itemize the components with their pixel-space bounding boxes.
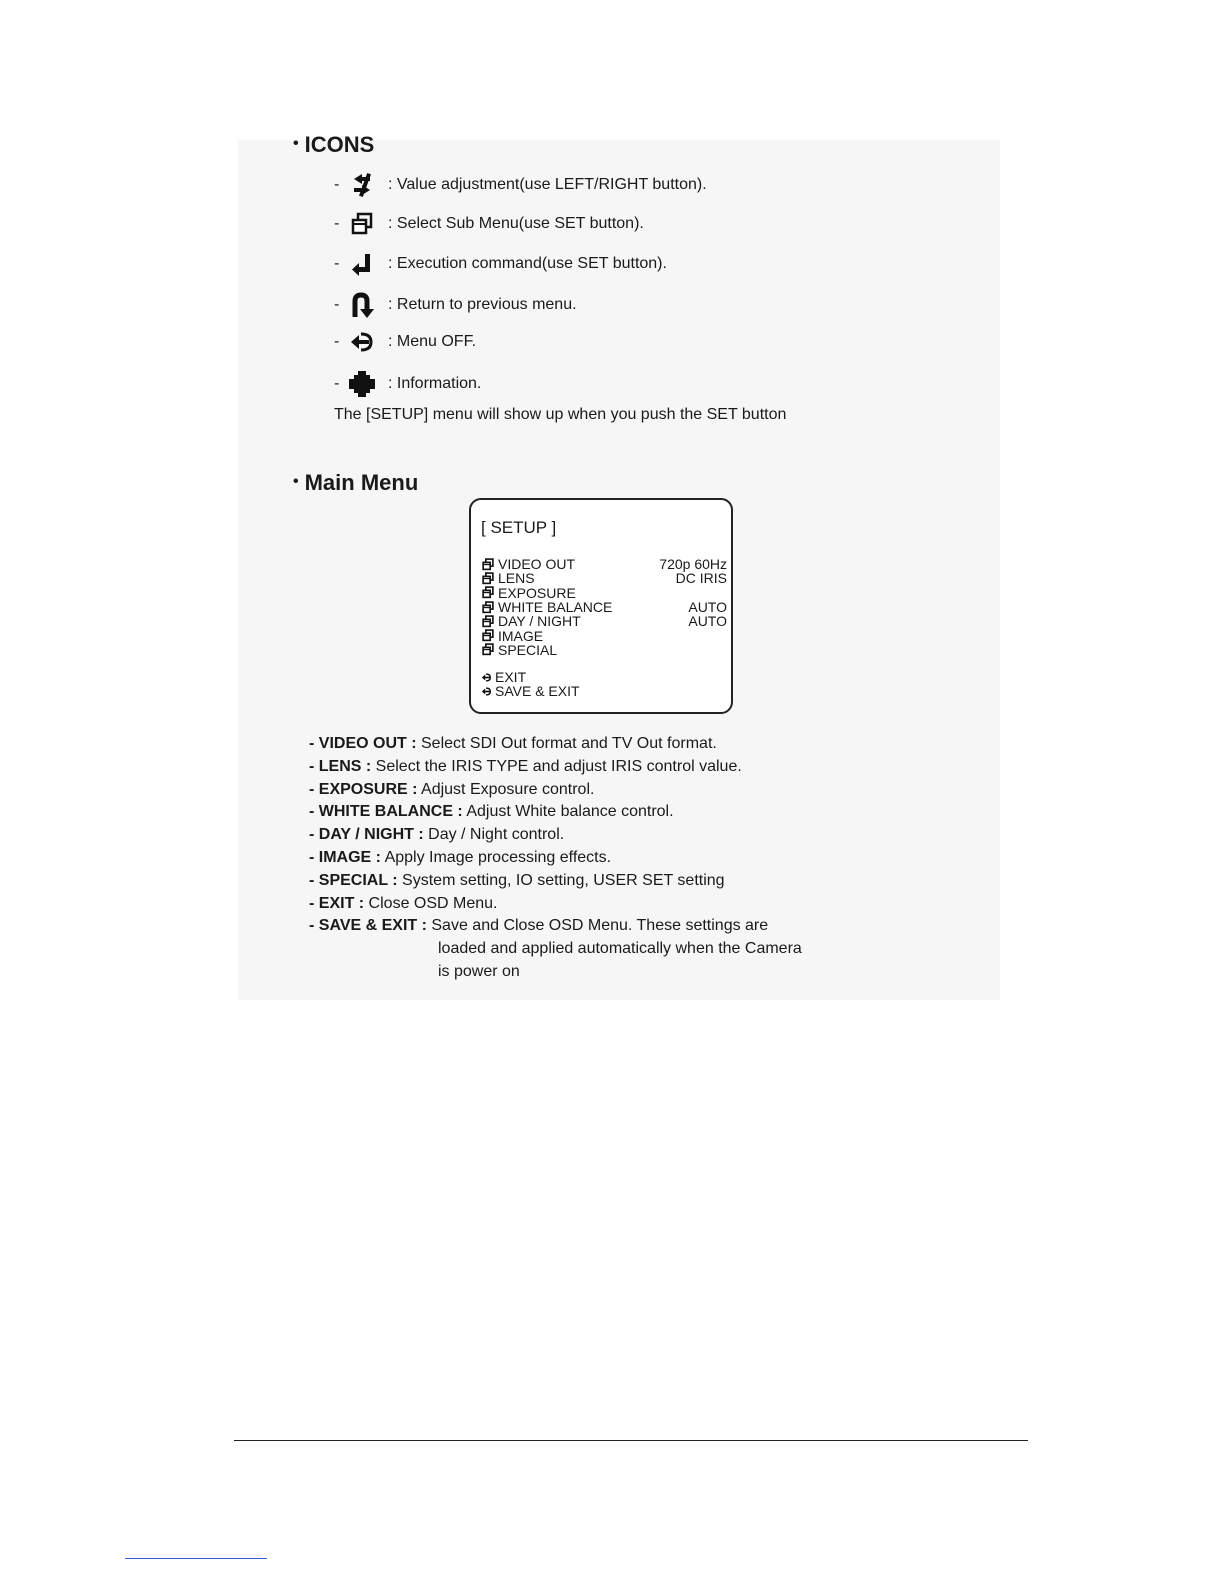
osd-item-exit	[481, 670, 727, 684]
description-term: - DAY / NIGHT :	[309, 826, 424, 844]
icon-legend-return	[334, 290, 577, 320]
osd-item-video-out	[481, 557, 727, 571]
osd-item-label: DAY / NIGHT	[498, 613, 581, 630]
description-special	[309, 870, 802, 893]
description-image	[309, 847, 802, 870]
menu-off-icon	[481, 672, 495, 683]
icon-legend-text: : Return to previous menu.	[388, 296, 577, 313]
icon-legend-execute	[334, 249, 667, 279]
osd-item-label: WHITE BALANCE	[498, 599, 613, 616]
icon-legend-text: : Execution command(use SET button).	[388, 255, 667, 272]
icons-heading	[293, 132, 374, 158]
osd-item-label: EXIT	[495, 669, 527, 686]
description-term: - EXIT :	[309, 894, 365, 912]
description-text: Adjust White balance control.	[462, 803, 674, 821]
submenu-icon	[481, 601, 498, 614]
osd-item-label: LENS	[498, 570, 535, 587]
dash: -	[334, 176, 340, 193]
menu-off-icon	[481, 686, 495, 697]
description-text: Save and Close OSD Menu. These settings are	[426, 917, 769, 935]
osd-item-label: SPECIAL	[498, 641, 558, 658]
osd-item-white-balance	[481, 600, 727, 614]
osd-exit-list	[481, 670, 727, 699]
icon-legend-value-adjust	[334, 170, 707, 200]
icon-legend-text: : Value adjustment(use LEFT/RIGHT button).	[388, 176, 707, 193]
osd-item-image	[481, 628, 727, 642]
description-text: Close OSD Menu.	[364, 894, 498, 912]
main-menu-heading-text: Main Menu	[304, 470, 419, 495]
description-text: Select SDI Out format and TV Out format.	[416, 735, 717, 752]
menu-description-list	[309, 733, 802, 984]
description-term: - LENS :	[309, 757, 372, 775]
submenu-icon	[481, 572, 498, 585]
submenu-icon	[481, 615, 498, 628]
osd-item-label: IMAGE	[498, 627, 544, 644]
description-exit	[309, 893, 802, 916]
submenu-icon	[481, 643, 498, 656]
icon-legend-text: : Information.	[388, 375, 482, 392]
osd-item-value: AUTO	[688, 599, 727, 616]
description-text: Select the IRIS TYPE and adjust IRIS control value.	[371, 757, 742, 775]
value-adjust-icon	[348, 171, 376, 199]
description-day-night	[309, 824, 802, 847]
dash: -	[334, 215, 340, 232]
main-menu-heading	[293, 470, 418, 496]
execute-icon	[348, 250, 376, 278]
submenu-icon	[348, 210, 376, 238]
icon-legend-text: : Select Sub Menu(use SET button).	[388, 215, 644, 232]
dash: -	[334, 296, 340, 313]
description-text: Adjust Exposure control.	[417, 780, 595, 798]
menu-off-icon	[348, 328, 376, 356]
osd-item-save-exit	[481, 684, 727, 698]
description-term: - IMAGE :	[309, 848, 381, 866]
icons-heading-text: ICONS	[304, 132, 375, 157]
osd-title: [ SETUP ]	[481, 518, 557, 537]
dash: -	[334, 255, 340, 272]
return-icon	[348, 291, 376, 319]
osd-item-label: SAVE & EXIT	[495, 683, 580, 700]
osd-item-label: EXPOSURE	[498, 584, 576, 601]
osd-item-day-night	[481, 614, 727, 628]
description-term: - WHITE BALANCE :	[309, 803, 463, 821]
description-video-out	[309, 733, 802, 756]
osd-menu-list	[481, 557, 727, 657]
description-save-exit-continued: loaded and applied automatically when the Camera	[438, 940, 802, 958]
bullet: •	[293, 473, 299, 490]
icon-legend-information	[334, 369, 481, 399]
description-term: - VIDEO OUT :	[309, 735, 417, 752]
description-save-exit-continued: is power on	[438, 962, 520, 980]
osd-item-label: VIDEO OUT	[498, 556, 576, 573]
footer-divider	[234, 1440, 1028, 1441]
icon-legend-submenu	[334, 209, 644, 239]
bullet: •	[293, 135, 299, 152]
description-term: - SAVE & EXIT :	[309, 917, 427, 935]
osd-setup-menu	[469, 498, 733, 714]
icon-legend-text: : Menu OFF.	[388, 333, 477, 350]
osd-item-value: 720p 60Hz	[659, 556, 727, 573]
description-lens	[309, 756, 802, 779]
osd-item-value: AUTO	[688, 613, 727, 630]
dash: -	[334, 375, 340, 392]
osd-item-exposure	[481, 586, 727, 600]
osd-item-special	[481, 643, 727, 657]
osd-item-lens	[481, 571, 727, 585]
description-exposure	[309, 779, 802, 802]
submenu-icon	[481, 558, 498, 571]
link-underline	[125, 1558, 267, 1559]
description-text: Day / Night control.	[423, 826, 565, 844]
dash: -	[334, 333, 340, 350]
description-white-balance	[309, 801, 802, 824]
description-text: System setting, IO setting, USER SET setting	[397, 871, 725, 889]
setup-note: The [SETUP] menu will show up when you push the SET button	[334, 406, 787, 423]
icon-legend-menu-off	[334, 327, 476, 357]
submenu-icon	[481, 586, 498, 599]
osd-item-value: DC IRIS	[675, 570, 727, 587]
description-text: Apply Image processing effects.	[381, 848, 612, 866]
description-term: - EXPOSURE :	[309, 780, 418, 798]
submenu-icon	[481, 629, 498, 642]
information-icon	[348, 370, 376, 398]
description-save-exit	[309, 915, 802, 938]
description-term: - SPECIAL :	[309, 871, 398, 889]
